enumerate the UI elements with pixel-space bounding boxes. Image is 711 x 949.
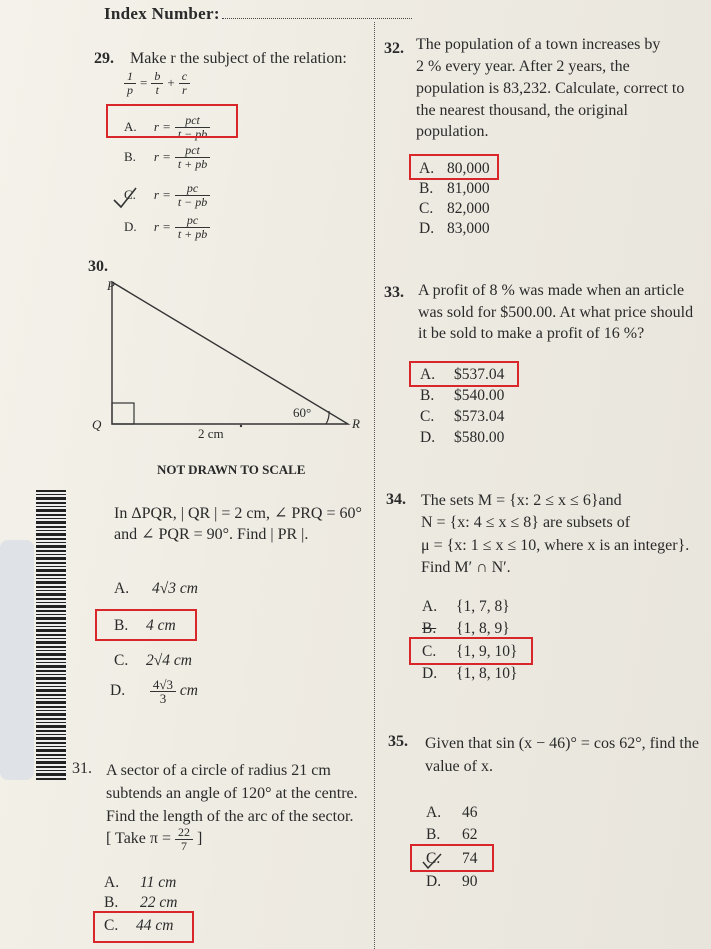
q30-side-label: 2 cm xyxy=(198,426,224,441)
q29-option-b[interactable]: B. r = $\frac{\text{pct}}{t + pb}$ xyxy=(124,144,210,171)
q30-text-line2: and ∠ PQR = 90°. Find | PR |. xyxy=(114,526,309,543)
q31-option-b[interactable]: B. 22 cm xyxy=(104,894,178,911)
q30-text-line1: In ΔPQR, | QR | = 2 cm, ∠ PRQ = 60° xyxy=(114,505,362,522)
q34-line4: Find M′ ∩ N′. xyxy=(421,559,511,576)
q31-answer-highlight xyxy=(93,911,194,943)
scan-smudge xyxy=(0,540,34,780)
q30-option-a[interactable]: A. 4√3 cm xyxy=(114,580,198,597)
q30-option-d[interactable]: D. $\frac{4√3}{3}$ cm xyxy=(110,677,198,706)
q35-option-c[interactable]: C. 74 xyxy=(426,850,478,867)
q30-angle-label: 60° xyxy=(293,405,312,420)
column-divider xyxy=(374,22,375,949)
q30-label-p: P xyxy=(107,278,115,293)
q32-option-b[interactable]: B. 81,000 xyxy=(419,180,490,197)
q33-number: 33. xyxy=(384,284,404,301)
q32-answer-highlight xyxy=(409,154,499,180)
q34-option-c[interactable]: C. {1, 9, 10} xyxy=(422,643,518,660)
q34-option-d[interactable]: D. {1, 8, 10} xyxy=(422,665,518,682)
q30-answer-highlight xyxy=(95,609,197,641)
q33-option-c[interactable]: C. $573.04 xyxy=(420,408,505,425)
barcode-strip xyxy=(36,490,66,780)
q29-answer-highlight xyxy=(106,104,238,138)
q35-option-d[interactable]: D. 90 xyxy=(426,873,478,890)
q29-number: 29. xyxy=(94,50,114,67)
q29-c-checkmark-icon xyxy=(112,186,138,210)
q30-option-b[interactable]: B. 4 cm xyxy=(114,617,176,634)
q30-label-q: Q xyxy=(92,417,102,432)
q35-answer-highlight xyxy=(410,844,494,872)
q35-line1: Given that sin (x − 46)° = cos 62°, find the xyxy=(425,735,699,752)
q34-line1: The sets M = {x: 2 ≤ x ≤ 6}and xyxy=(421,492,622,509)
q29-text: Make r the subject of the relation: xyxy=(130,50,347,67)
q34-number: 34. xyxy=(386,491,406,508)
q29-option-c[interactable]: C. r = $\frac{pc}{t - pb}$ xyxy=(124,182,210,209)
q29-relation: $\frac{1}{p}$ = $\frac{b}{t}$ + $\frac{c}{r}$ xyxy=(124,70,190,97)
q35-number: 35. xyxy=(388,733,408,750)
q31-line2: subtends an angle of 120° at the centre. xyxy=(106,785,358,802)
q34-option-a[interactable]: A. {1, 7, 8} xyxy=(422,598,510,615)
q35-option-b[interactable]: B. 62 xyxy=(426,826,478,843)
q30-caption: NOT DRAWN TO SCALE xyxy=(157,462,306,477)
q31-option-c[interactable]: C. 44 cm xyxy=(104,917,174,934)
q33-answer-highlight xyxy=(409,361,519,387)
q31-option-a[interactable]: A. 11 cm xyxy=(104,874,177,891)
q34-line2: N = {x: 4 ≤ x ≤ 8} are subsets of xyxy=(421,514,631,531)
q29-option-d[interactable]: D. r = $\frac{pc}{t + pb}$ xyxy=(124,214,210,241)
q33-line2: was sold for $500.00. At what price should xyxy=(418,304,694,321)
q33-option-b[interactable]: B. $540.00 xyxy=(420,387,505,404)
q35-option-a[interactable]: A. 46 xyxy=(426,804,478,821)
q33-option-d[interactable]: D. $580.00 xyxy=(420,429,505,446)
q34-answer-highlight xyxy=(409,637,533,665)
q34-option-b[interactable]: B. {1, 8, 9} xyxy=(422,620,510,637)
q31-line1: A sector of a circle of radius 21 cm xyxy=(106,762,331,779)
q32-option-a[interactable]: A. 80,000 xyxy=(419,160,490,177)
q31-number: 31. xyxy=(72,760,92,777)
q32-line2: 2 % every year. After 2 years, the xyxy=(416,58,630,75)
q30-option-c[interactable]: C. 2√4 cm xyxy=(114,652,192,669)
q32-line4: the nearest thousand, the original xyxy=(416,102,628,119)
q32-line3: population is 83,232. Calculate, correct to xyxy=(416,80,685,97)
q33-line1: A profit of 8 % was made when an article xyxy=(418,282,685,299)
q32-option-c[interactable]: C. 82,000 xyxy=(419,200,490,217)
q33-option-a[interactable]: A. $537.04 xyxy=(420,366,505,383)
q31-take-pi: [ Take π = $\frac{22}{7}$ ] xyxy=(106,825,203,853)
q31-line3: Find the length of the arc of the sector. xyxy=(106,808,354,825)
q35-line2: value of x. xyxy=(425,758,493,775)
q30-triangle-diagram xyxy=(95,272,370,442)
q32-line5: population. xyxy=(416,123,489,140)
q32-line1: The population of a town increases by xyxy=(416,36,661,53)
q32-number: 32. xyxy=(384,40,404,57)
q32-option-d[interactable]: D. 83,000 xyxy=(419,220,490,237)
q29-option-a[interactable]: A. r = $\frac{\text{pct}}{t - pb}$ xyxy=(124,114,210,141)
q34-line3: μ = {x: 1 ≤ x ≤ 10, where x is an integer}. xyxy=(421,537,690,554)
q33-line3: it be sold to make a profit of 16 %? xyxy=(418,325,645,342)
q30-number: 30. xyxy=(88,258,108,275)
index-number-label: Index Number: xyxy=(104,4,412,24)
q30-label-r: R xyxy=(352,416,360,431)
